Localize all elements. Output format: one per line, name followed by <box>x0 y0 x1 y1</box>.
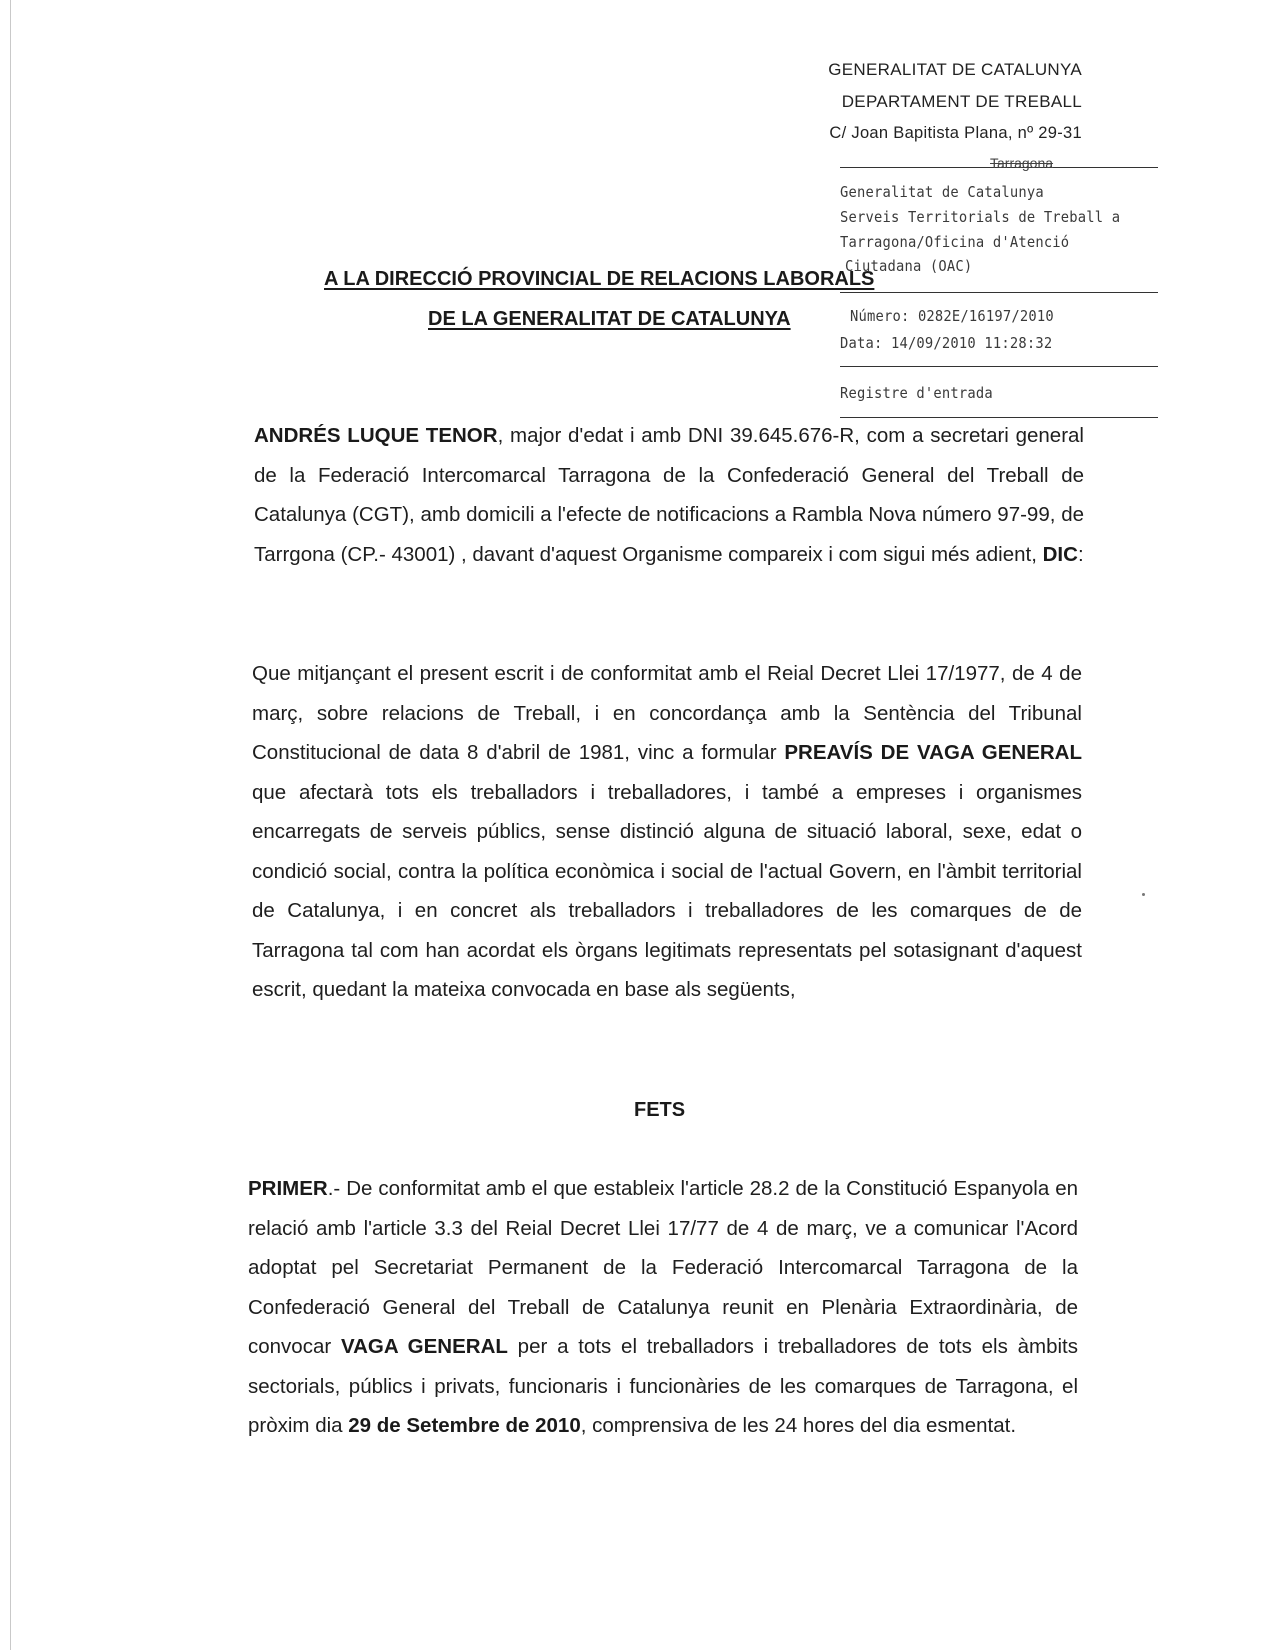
page-edge <box>10 0 11 1650</box>
preavis-label: PREAVÍS DE VAGA GENERAL <box>784 741 1082 764</box>
header-departament: DEPARTAMENT DE TREBALL <box>841 92 1082 111</box>
primer-text-a: .- De conformitat amb el que estableix l'article 28.2 de la Constitució Espanyola en relació amb l'article 3.3 del Reial Decret Llei 17/77 de 4 de març, ve a comunicar l'Acord adoptat pel Secretariat Permanent de la Federació Intercomarcal Tarragona de la Confederació General del Treball de Catalunya reunit en Plenària Extraordinària, de convocar <box>248 1177 1078 1358</box>
header-address: C/ Joan Bapitista Plana, nº 29-31 <box>829 124 1082 142</box>
stamp-line-1: Generalitat de Catalunya <box>840 183 1044 201</box>
intro-text: , major d'edat i amb DNI 39.645.676-R, com a secretari general de la Federació Intercomarcal Tarragona de la Confederació General del Treball de Catalunya (CGT), amb domicili a l'efecte de notificacions a Rambla Nova número 97-99, de Tarrgona (CP.- 43001) , davant d'aquest Organisme compareix i com sigui més adient, <box>254 424 1084 566</box>
stamp-line-2: Serveis Territorials de Treball a <box>840 208 1121 226</box>
strike-date: 29 de Setembre de 2010 <box>348 1414 581 1437</box>
primer-label: PRIMER <box>248 1177 328 1200</box>
primer-text-c: , comprensiva de les 24 hores del dia esmentat. <box>580 1414 1017 1437</box>
stamp-line-3: Tarragona/Oficina d'Atenció <box>840 233 1070 251</box>
scan-speck <box>1142 893 1145 896</box>
body-text-b: que afectarà tots els treballadors i treballadores, i també a empreses i organismes encarregats de serveis públics, sense distinció alguna de situació laboral, sexe, edat o condició social, contra la política econòmica i social de l'actual Govern, en l'àmbit territorial de Catalunya, i en concret als treballadors i treballadores de les comarques de de Tarragona tal com han acordat els òrgans legitimats representats pel sotasignant d'aquest escrit, quedant la mateixa convocada en base als següents, <box>252 780 1082 1001</box>
stamp-registre: Registre d'entrada <box>840 384 993 402</box>
intro-paragraph <box>254 416 1084 574</box>
stamp-city: Tarragona <box>990 155 1054 171</box>
stamp-data: Data: 14/09/2010 11:28:32 <box>840 334 1053 352</box>
header-generalitat: GENERALITAT DE CATALUNYA <box>828 60 1082 79</box>
intro-end: : <box>1077 542 1084 566</box>
primer-text-b: per a tots el treballadors i treballadores de tots els àmbits sectorials, públics i privats, funcionaris i funcionàries de les comarques de Tarragona, el pròxim dia <box>248 1335 1078 1437</box>
stamp-rule-low <box>840 366 1158 367</box>
body-paragraph <box>252 654 1082 1010</box>
stamp-rule-mid <box>840 292 1158 293</box>
stamp-line-4: Ciutadana (OAC) <box>845 257 973 275</box>
primer-paragraph <box>248 1169 1078 1446</box>
stamp-numero: Número: 0282E/16197/2010 <box>850 307 1054 325</box>
section-title-fets: FETS <box>634 1099 686 1121</box>
signatory-name: ANDRÉS LUQUE TENOR <box>254 424 498 447</box>
vaga-general-label: VAGA GENERAL <box>340 1335 508 1358</box>
addressee-line-1: A LA DIRECCIÓ PROVINCIAL DE RELACIONS LABORALS <box>324 268 875 290</box>
addressee-line-2: DE LA GENERALITAT DE CATALUNYA <box>428 308 791 330</box>
body-text-a: Que mitjançant el present escrit i de conformitat amb el Reial Decret Llei 17/1977, de 4 de març, sobre relacions de Treball, i en concordança amb la Sentència del Tribunal Constitucional de data 8 d'abril de 1981, vinc a formular <box>252 662 1082 764</box>
dic-label: DIC <box>1042 542 1078 566</box>
